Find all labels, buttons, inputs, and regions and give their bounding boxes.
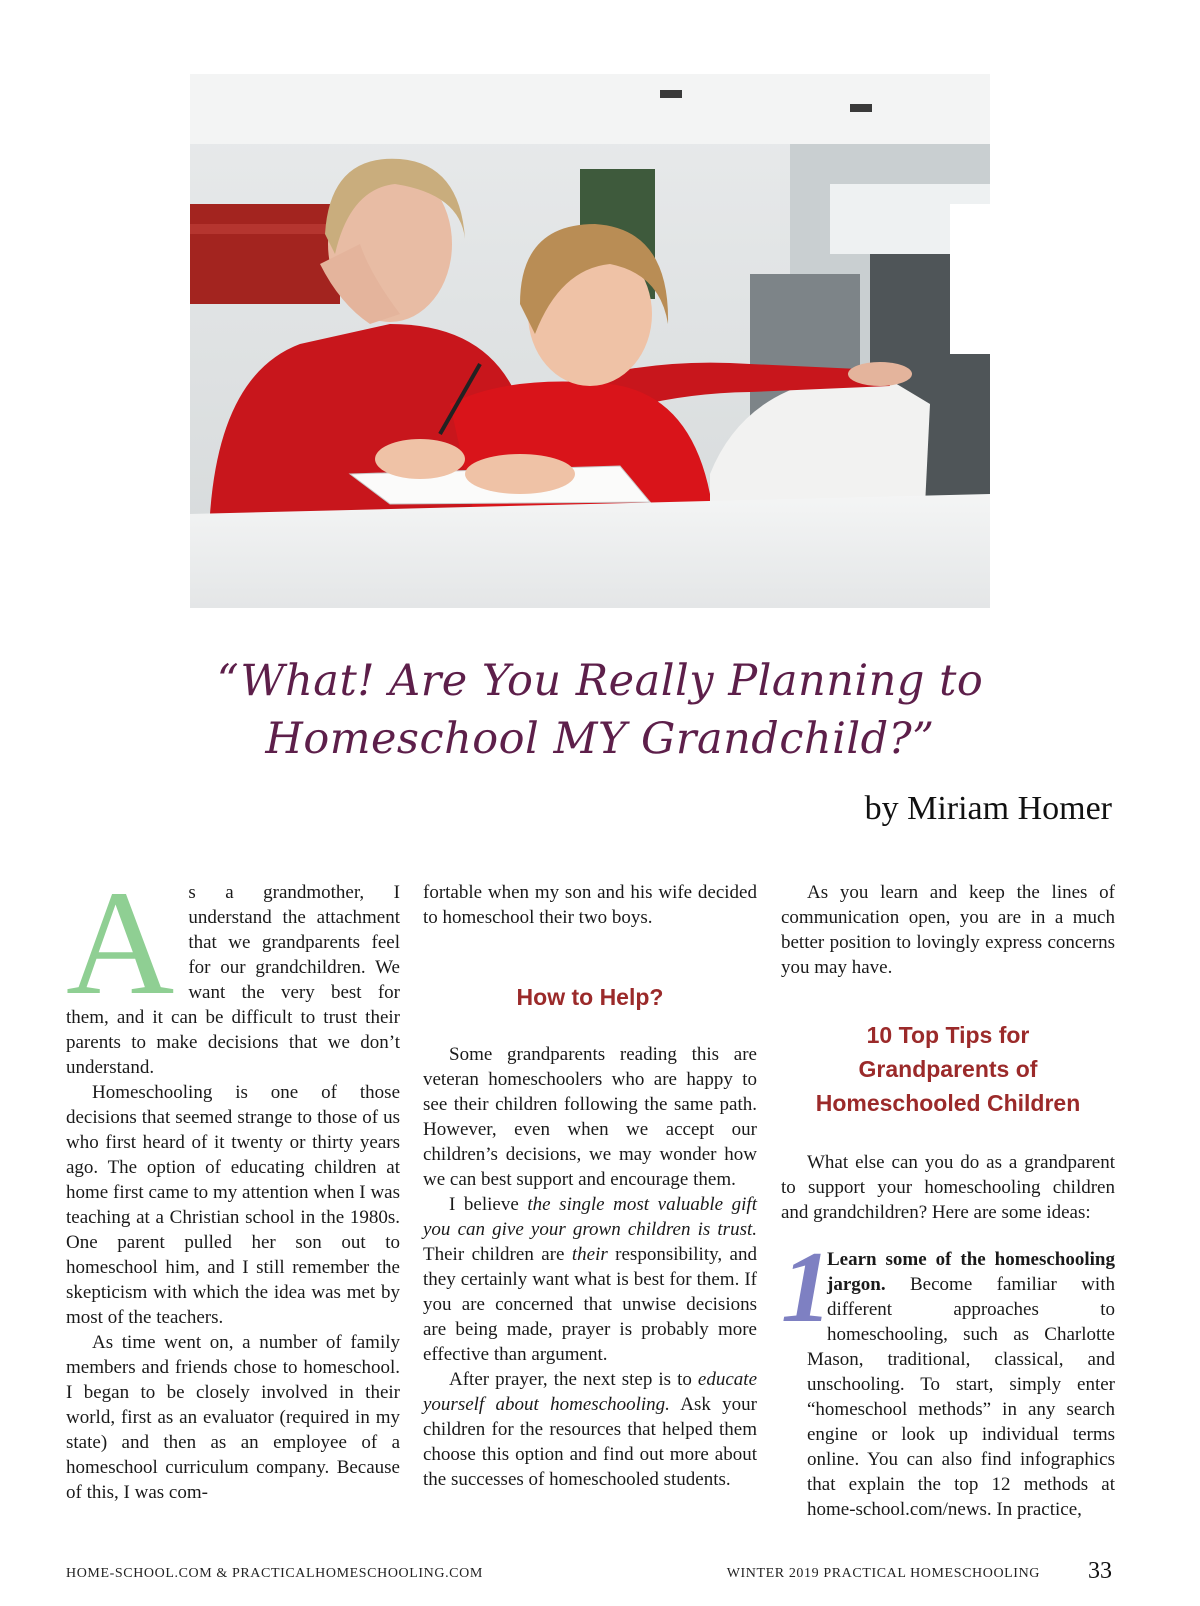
footer-website: HOME-SCHOOL.COM & PRACTICALHOMESCHOOLING.COM — [66, 1566, 483, 1581]
paragraph: As time went on, a number of family members and friends chose to homeschool. I began to be closely involved in their world, first as an evaluator (required in my state) and then as an employee of a homeschool curriculum company. Because of this, I was com- — [66, 1332, 400, 1503]
text-run: Become familiar with different approaches to homeschooling, such as Charlotte Mason, traditional, classical, and unschooling. To start, simply enter “homeschool methods” in any search engine or look up individual terms online. You can also find infographics that explain the top 12 methods at home-school.com/news. In practice, — [807, 1274, 1115, 1520]
paragraph — [423, 1367, 757, 1492]
emphasis-text: educate yourself about homeschooling. — [423, 1369, 757, 1415]
photo-illustration — [190, 74, 990, 608]
text-run: responsibility, and they certainly want what is best for them. If you are concerned that unwise decisions are being made, prayer is probably more effective than argument. — [423, 1244, 757, 1365]
tip-text — [807, 1247, 1115, 1522]
text-run: Their children are — [423, 1244, 572, 1265]
page-number: 33 — [1088, 1558, 1112, 1584]
article-photo — [190, 74, 990, 608]
emphasis-text: the single most valuable gift you can give your grown children is trust. — [423, 1194, 757, 1240]
column-2 — [423, 880, 757, 1492]
tip-item-1 — [781, 1247, 1115, 1522]
drop-cap-letter: A — [66, 860, 175, 1026]
column-3 — [781, 880, 1115, 1522]
section-heading-top-tips — [781, 1018, 1115, 1120]
heading-line: Grandparents of — [858, 1056, 1038, 1082]
paragraph: Homeschooling is one of those decisions that seemed strange to those of us who first heard of it twenty or thirty years ago. The option of educating children at home first came to my attention when I was teaching at a Christian school in the 1980s. One parent pulled her son out to homeschool him, and I still remember the skepticism with which the idea was met by most of the teachers. — [66, 1082, 400, 1328]
title-line-2: Homeschool MY Grandchild?” — [265, 714, 935, 764]
column-1 — [66, 860, 400, 1505]
text-run: Ask your children for the resources that helped them choose this option and find out more about the successes of homeschooled students. — [423, 1394, 757, 1490]
article-title — [60, 652, 1140, 768]
paragraph: Some grandparents reading this are veteran homeschoolers who are happy to see their children following the same path. However, even when we accept our children’s decisions, we may wonder how we can best support and encourage them. — [423, 1044, 757, 1190]
section-heading-how-to-help: How to Help? — [516, 984, 664, 1010]
tip-number: 1 — [781, 1247, 832, 1344]
text-run: After prayer, the next step is to — [449, 1369, 698, 1390]
byline: by Miriam Homer — [864, 790, 1112, 827]
paragraph: s a grandmother, I understand the attachment that we grandparents feel for our grandchildren. We want the very best for them, and it can be difficult to trust their parents to make decisions that we don’t understand. — [66, 882, 400, 1078]
text-run: I believe — [449, 1194, 528, 1215]
heading-line: Homeschooled Children — [815, 1090, 1081, 1116]
paragraph — [423, 1192, 757, 1367]
title-line-1: “What! Are You Really Planning to — [216, 656, 984, 706]
paragraph: fortable when my son and his wife decided to homeschool their two boys. — [423, 882, 757, 928]
tip-lead: Learn some of the homeschooling jargon. — [827, 1249, 1115, 1295]
heading-line: 10 Top Tips for — [866, 1022, 1030, 1048]
paragraph: As you learn and keep the lines of communication open, you are in a much better position to lovingly express concerns you may have. — [781, 882, 1115, 978]
paragraph: What else can you do as a grandparent to support your homeschooling children and grandchildren? Here are some ideas: — [781, 1152, 1115, 1223]
footer-issue: WINTER 2019 PRACTICAL HOMESCHOOLING — [726, 1566, 1040, 1581]
emphasis-text: their — [571, 1244, 608, 1265]
